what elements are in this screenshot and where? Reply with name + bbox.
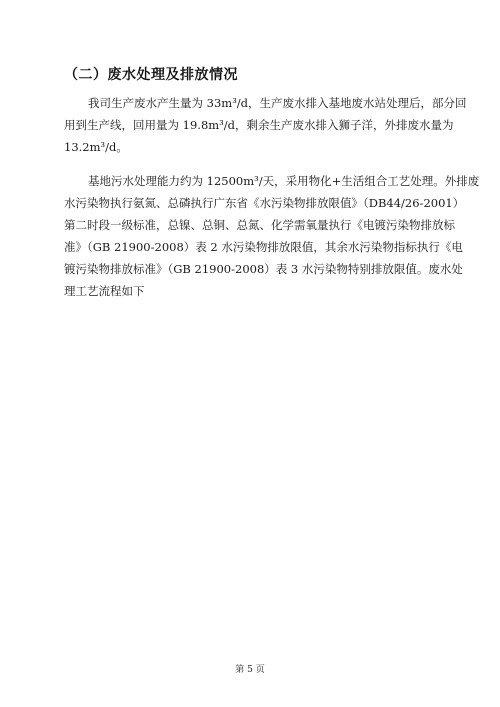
paragraph-line: 第二时段一级标准，总镍、总铜、总氮、化学需氧量执行《电镀污染物排放标 bbox=[64, 218, 455, 232]
paragraph-line: 镀污染物排放标准》（GB 21900-2008）表 3 水污染物特别排放限值。废水处 bbox=[64, 262, 463, 276]
paragraph-line: 13.2m³/d。 bbox=[64, 140, 128, 154]
paragraph-line: 理工艺流程如下 bbox=[64, 284, 145, 298]
paragraph-line: 准》（GB 21900-2008）表 2 水污染物排放限值，其余水污染物指标执行《电 bbox=[64, 240, 463, 254]
paragraph-treatment-standards bbox=[64, 170, 480, 302]
section-heading: （二）废水处理及排放情况 bbox=[64, 67, 238, 83]
paragraph-line: 我司生产废水产生量为 33m³/d，生产废水排入基地废水站处理后，部分回 bbox=[88, 96, 467, 110]
paragraph-wastewater-volume bbox=[64, 92, 467, 158]
paragraph-line: 用到生产线，回用量为 19.8m³/d，剩余生产废水排入狮子洋，外排废水量为 bbox=[64, 118, 454, 132]
page-number: 第 5 页 bbox=[235, 665, 265, 675]
paragraph-line: 基地污水处理能力约为 12500m³/天，采用物化+生活组合工艺处理。外排废 bbox=[88, 174, 480, 188]
paragraph-line: 水污染物执行氨氮、总磷执行广东省《水污染物排放限值》（DB44/26-2001） bbox=[64, 196, 465, 210]
